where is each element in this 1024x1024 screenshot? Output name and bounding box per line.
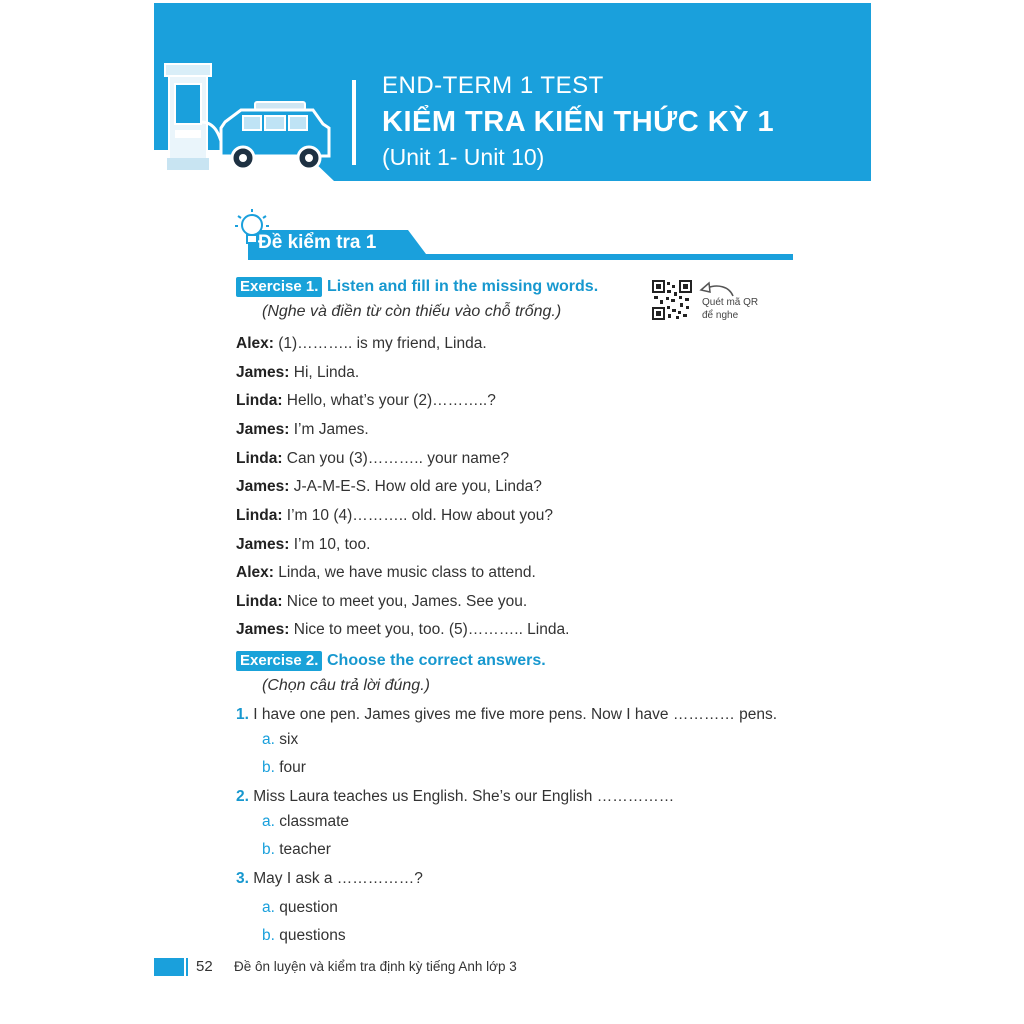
option-letter: b. bbox=[262, 759, 275, 776]
line-text: Nice to meet you, too. (5)……….. Linda. bbox=[289, 621, 570, 638]
line-text: Can you (3)……….. your name? bbox=[282, 450, 510, 467]
speaker: Alex: bbox=[236, 335, 274, 352]
question-text: May I ask a ……………? bbox=[248, 870, 423, 887]
speaker: James: bbox=[236, 478, 290, 495]
qr-note-line2: để nghe bbox=[702, 310, 739, 321]
exercise2-title: Choose the correct answers. bbox=[327, 652, 546, 669]
header-divider bbox=[352, 80, 356, 165]
speaker: James: bbox=[236, 364, 290, 381]
question-number: 3. bbox=[236, 870, 249, 887]
line-text: Hello, what’s your (2)………..? bbox=[282, 392, 496, 409]
dialogue-line bbox=[236, 507, 553, 525]
line-text: I’m 10, too. bbox=[289, 536, 371, 553]
line-text: Linda, we have music class to attend. bbox=[273, 564, 536, 581]
speaker: Linda: bbox=[236, 593, 283, 610]
test-title-vietnamese: KIỂM TRA KIẾN THỨC KỲ 1 bbox=[382, 106, 775, 138]
exercise2-badge: Exercise 2. bbox=[236, 651, 322, 671]
dialogue-line bbox=[236, 450, 509, 468]
option-1a[interactable] bbox=[262, 731, 298, 749]
option-3a[interactable] bbox=[262, 899, 338, 917]
question-text: I have one pen. James gives me five more pens. Now I have ………… pens. bbox=[248, 706, 778, 723]
option-text: classmate bbox=[274, 813, 350, 830]
option-3b[interactable] bbox=[262, 927, 346, 945]
dialogue-line bbox=[236, 621, 569, 639]
line-text: J-A-M-E-S. How old are you, Linda? bbox=[289, 478, 542, 495]
speaker: Linda: bbox=[236, 450, 283, 467]
dialogue-line bbox=[236, 364, 359, 382]
speaker: James: bbox=[236, 421, 290, 438]
line-text: I’m James. bbox=[289, 421, 369, 438]
qr-code-icon[interactable] bbox=[652, 280, 692, 320]
option-1b[interactable] bbox=[262, 759, 306, 777]
option-text: questions bbox=[274, 927, 346, 944]
exercise2-subtitle: (Chọn câu trả lời đúng.) bbox=[262, 677, 430, 694]
option-2b[interactable] bbox=[262, 841, 331, 859]
test-title-english: END-TERM 1 TEST bbox=[382, 72, 604, 99]
exercise1-title: Listen and fill in the missing words. bbox=[327, 278, 599, 295]
option-text: six bbox=[274, 731, 299, 748]
option-text: teacher bbox=[274, 841, 331, 858]
section-title: Đề kiểm tra 1 bbox=[258, 232, 377, 253]
dialogue-line bbox=[236, 421, 369, 439]
dialogue-line bbox=[236, 593, 527, 611]
option-text: question bbox=[274, 899, 338, 916]
option-text: four bbox=[274, 759, 306, 776]
test-unit-range: (Unit 1- Unit 10) bbox=[382, 144, 545, 170]
question-1 bbox=[236, 706, 777, 724]
question-2 bbox=[236, 788, 674, 806]
speaker: Alex: bbox=[236, 564, 274, 581]
dialogue-line bbox=[236, 392, 496, 410]
line-text: (1)……….. is my friend, Linda. bbox=[273, 335, 487, 352]
speaker: James: bbox=[236, 621, 290, 638]
exercise1-badge: Exercise 1. bbox=[236, 277, 322, 297]
question-number: 2. bbox=[236, 788, 249, 805]
dialogue-line bbox=[236, 478, 542, 496]
question-text: Miss Laura teaches us English. She’s our English …………… bbox=[248, 788, 675, 805]
speaker: Linda: bbox=[236, 392, 283, 409]
page-number: 52 bbox=[196, 958, 213, 975]
speaker: Linda: bbox=[236, 507, 283, 524]
option-letter: a. bbox=[262, 899, 275, 916]
dialogue-line bbox=[236, 536, 370, 554]
option-letter: b. bbox=[262, 927, 275, 944]
line-text: I’m 10 (4)……….. old. How about you? bbox=[282, 507, 554, 524]
footer-bar bbox=[154, 958, 184, 976]
exercise1-subtitle: (Nghe và điền từ còn thiếu vào chỗ trống.) bbox=[262, 303, 562, 320]
speaker: James: bbox=[236, 536, 290, 553]
qr-note-line1: Quét mã QR bbox=[702, 297, 759, 308]
line-text: Nice to meet you, James. See you. bbox=[282, 593, 528, 610]
dialogue-line bbox=[236, 335, 487, 353]
question-number: 1. bbox=[236, 706, 249, 723]
dialogue-line bbox=[236, 564, 536, 582]
book-title: Đề ôn luyện và kiểm tra định kỳ tiếng Anh lớp 3 bbox=[234, 959, 517, 974]
option-letter: a. bbox=[262, 813, 275, 830]
option-2a[interactable] bbox=[262, 813, 349, 831]
question-3 bbox=[236, 870, 423, 888]
line-text: Hi, Linda. bbox=[289, 364, 360, 381]
footer-divider bbox=[186, 958, 188, 976]
qr-instruction bbox=[702, 296, 758, 322]
car-fuel-station-illustration bbox=[163, 62, 338, 174]
option-letter: a. bbox=[262, 731, 275, 748]
option-letter: b. bbox=[262, 841, 275, 858]
